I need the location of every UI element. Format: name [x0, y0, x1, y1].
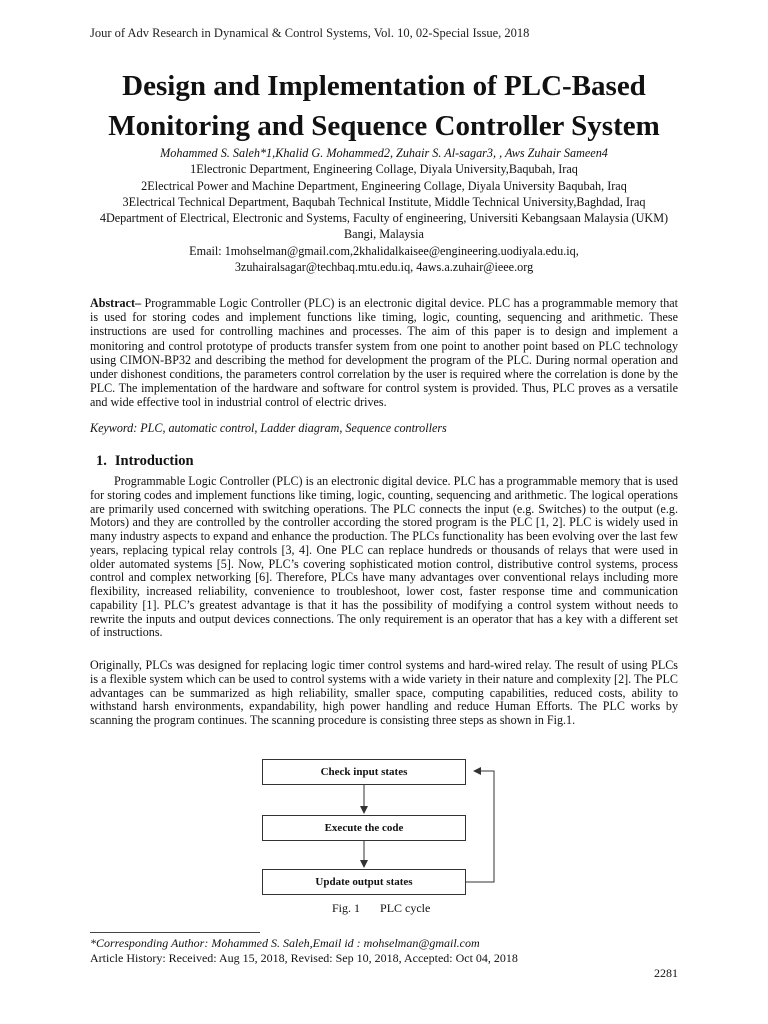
abstract-text: Programmable Logic Controller (PLC) is an electronic digital device. PLC has a programmable memory that is used for storing codes and implement functions like timing, logic, counting, sequencing and arithmetic. These instructions are used for controlling machines and processes. The aim of this paper is to design and implement a monitoring and control prototype of products transfer system from one point to another point based on PLC technology using CIMON-BP32 and describing the method for development the program of the PLC. During normal operation and under dishonest conditions, the parameters control correlation by the user is required where the correlation is done by the PLC. The implementation of the hardware and software for control system is provided. Thus, PLC proves as a versatile and wide effective tool in industrial control of electric drives. — [90, 296, 678, 410]
section-number: 1. — [96, 453, 107, 469]
feedback-arrow — [466, 771, 494, 882]
footnote-divider — [90, 932, 260, 933]
figure-caption-text: PLC cycle — [380, 901, 431, 915]
keywords: Keyword: PLC, automatic control, Ladder diagram, Sequence controllers — [90, 421, 447, 435]
figure-box-update-output: Update output states — [262, 869, 466, 895]
journal-header: Jour of Adv Research in Dynamical & Control Systems, Vol. 10, 02-Special Issue, 2018 — [90, 26, 530, 40]
section-heading — [96, 453, 194, 470]
author-list: Mohammed S. Saleh*1,Khalid G. Mohammed2, Zuhair S. Al-sagar3, , Aws Zuhair Sameen4 — [160, 146, 608, 160]
corresponding-author-footnote: *Corresponding Author: Mohammed S. Saleh,Email id : mohselman@gmail.com — [90, 936, 480, 950]
intro-paragraph-1: Programmable Logic Controller (PLC) is an electronic digital device. PLC has a programmable memory that is used for storing codes and implement functions like timing, logic, counting, sequencing and arithmetic. The logical operations are primarily used concerned with switching operations. The PLC connects the input (e.g. Switches) to the output (e.g. Motors) and they are controlled by the controller according the stored program is the PLC [1, 2]. PLC is widely used in many industry aspects to expand and enhance the production. The PLCs functionality has been evolving over the last few years, replacing typical relay controls [3, 4]. One PLC can replace hundreds or thousands of relays that were used in older automated systems [5]. Now, PLC’s covering sophisticated motion control, distributive control systems, process control and complex networking [6]. Therefore, PLCs have many advantages over conventional relays including more flexibility, increased reliability, convenience to troubleshoot, lower cost, faster response time and communication capability [1]. PLC’s greatest advantage is that it has the possibility of modifying a control system without needs to rewrite the inputs and output devices connections. The only requirement is an operator that has a key with a different set of instructions. — [90, 474, 678, 640]
author-block — [88, 145, 680, 275]
figure-box-check-input: Check input states — [262, 759, 466, 785]
abstract — [90, 296, 678, 410]
email-line-2: 3zuhairalsagar@techbaq.mtu.edu.iq, 4aws.a.zuhair@ieee.org — [234, 260, 534, 275]
abstract-label: Abstract– — [90, 296, 142, 310]
figure-box-execute-code: Execute the code — [262, 815, 466, 841]
page-number: 2281 — [654, 966, 678, 980]
affiliation-3: 3Electrical Technical Department, Baqubah Technical Institute, Middle Technical University,Baghdad, Iraq — [122, 194, 646, 209]
figure-caption — [332, 901, 430, 916]
affiliation-2: 2Electrical Power and Machine Department, Engineering Collage, Diyala University Baqubah, Iraq — [141, 178, 627, 193]
article-history: Article History: Received: Aug 15, 2018, Revised: Sep 10, 2018, Accepted: Oct 04, 2018 — [90, 951, 518, 965]
plc-cycle-figure — [262, 757, 512, 897]
section-title: Introduction — [114, 453, 194, 469]
email-line-1: Email: 1mohselman@gmail.com,2khalidalkaisee@engineering.uodiyala.edu.iq, — [189, 243, 579, 258]
intro-paragraph-2: Originally, PLCs was designed for replacing logic timer control systems and hard-wired relay. The result of using PLCs is a flexible system which can be used to control systems with a wide variety in their nature and complexity [2]. The PLC advantages can be summarized as high reliability, smaller space, computing capabilities, reduced costs, ability to withstand harsh environments, expandability, high power handling and reduce Human Efforts. The PLC works by scanning the program continues. The scanning procedure is consisting three steps as shown in Fig.1. — [90, 658, 678, 727]
affiliation-4: 4Department of Electrical, Electronic and Systems, Faculty of engineering, Universiti Kebangsaan Malaysia (UKM) Bangi, Malaysia — [99, 211, 669, 242]
affiliation-1: 1Electronic Department, Engineering Collage, Diyala University,Baqubah, Iraq — [190, 162, 578, 177]
paper-title: Design and Implementation of PLC-Based Monitoring and Sequence Controller System — [108, 70, 660, 142]
figure-caption-number: Fig. 1 — [332, 901, 361, 915]
